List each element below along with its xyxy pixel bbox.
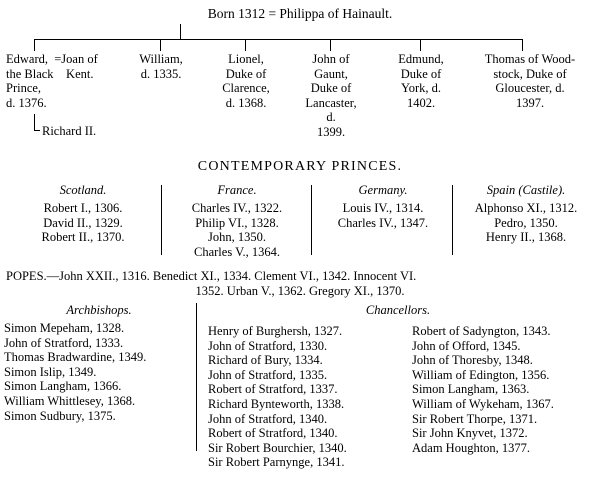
princes-entry: John, 1350.: [208, 230, 266, 244]
tree-node-william: [130, 52, 192, 81]
princes-column-entries: [456, 201, 596, 245]
popes-line-1: POPES.—John XXII., 1316. Benedict XI., 1334. Clement VI., 1342. Innocent VI.: [6, 269, 417, 283]
tree-node-line: d. 1368.: [225, 95, 267, 110]
chancellors-list-right: [412, 324, 600, 455]
princes-column-heading: Spain (Castile).: [486, 183, 566, 197]
princes-entry: Alphonso XI., 1312.: [474, 201, 578, 215]
tree-node-edmund: [388, 52, 454, 110]
tree-node-lionel: [212, 52, 280, 110]
list-item: John of Thoresby, 1348.: [412, 353, 533, 368]
list-item: Robert of Stratford, 1340.: [208, 426, 338, 441]
list-item: Richard Bynteworth, 1338.: [208, 396, 345, 411]
archbishops-column: [4, 303, 194, 423]
list-item: Robert of Stratford, 1337.: [208, 382, 338, 397]
tree-connector-drop-2: [160, 39, 161, 51]
list-item: Sir Robert Parnynge, 1341.: [208, 455, 345, 470]
list-item: John of Stratford, 1330.: [208, 338, 328, 353]
list-item: John of Offord, 1345.: [412, 338, 521, 353]
princes-entry: Charles IV., 1347.: [337, 215, 429, 230]
tree-node-line: Gaunt,: [314, 66, 348, 81]
tree-node-line: York, d.: [400, 81, 442, 95]
tree-node-edward-black-prince: [6, 52, 126, 110]
chancellors-heading: Chancellors.: [365, 303, 431, 317]
tree-connector-richard: [34, 114, 35, 130]
list-item: Henry of Burghersh, 1327.: [208, 324, 343, 338]
tree-node-line: 1397.: [515, 95, 545, 110]
archbishops-heading: Archbishops.: [66, 303, 132, 317]
tree-node-line: Richard II.: [42, 124, 97, 138]
list-item: John of Stratford, 1335.: [208, 367, 328, 382]
princes-column-heading: France.: [217, 183, 257, 197]
family-tree: [0, 0, 600, 155]
list-item: Sir Robert Bourchier, 1340.: [208, 440, 347, 455]
tree-node-line: the Black Kent.: [6, 66, 94, 81]
tree-node-line: 1399.: [316, 124, 346, 139]
princes-column-france: [166, 183, 308, 259]
list-item: William Whittlesey, 1368.: [4, 393, 136, 408]
tree-node-line: Duke of: [225, 66, 267, 81]
princes-entry: Charles V., 1364.: [194, 244, 280, 259]
princes-column-entries: [166, 201, 308, 259]
list-item: Simon Langham, 1366.: [4, 379, 122, 394]
contemporary-princes: [0, 183, 600, 267]
tree-node-john-of-gaunt: [296, 52, 366, 139]
chancellors-column: [200, 303, 596, 470]
princes-entry: Robert I., 1306.: [43, 201, 123, 215]
list-item: Simon Sudbury, 1375.: [4, 408, 116, 423]
list-item: John of Stratford, 1333.: [4, 335, 124, 350]
tree-connector-richard-elbow: [34, 130, 40, 131]
tree-node-richard-ii: [42, 124, 152, 139]
princes-divider-1: [161, 185, 162, 255]
tree-node-line: William,: [139, 52, 183, 66]
tree-node-line: Gloucester, d.: [495, 81, 565, 95]
chancellors-list-left: [208, 324, 408, 470]
princes-entry: Pedro, 1350.: [494, 215, 558, 230]
tree-connector-drop-1: [34, 39, 35, 51]
tree-connector-drop-6: [522, 39, 523, 51]
tree-node-thomas-of-woodstock: [466, 52, 594, 110]
princes-entry: Charles IV., 1322.: [191, 201, 283, 215]
tree-root-label: Born 1312 = Philippa of Hainault.: [207, 6, 393, 21]
princes-entry: Philip VI., 1328.: [195, 215, 279, 230]
tree-node-line: Lancaster,: [305, 95, 357, 110]
tree-node-line: Clarence,: [222, 81, 270, 95]
tree-node-line: Duke of: [400, 66, 442, 81]
princes-divider-3: [452, 185, 453, 255]
tree-node-line: Prince,: [6, 81, 42, 95]
princes-entry: Robert II., 1370.: [41, 230, 125, 244]
tree-node-line: stock, Duke of: [493, 66, 567, 81]
list-item: John of Stratford, 1340.: [208, 411, 328, 426]
list-item: Sir Robert Thorpe, 1371.: [412, 411, 538, 426]
list-item: Thomas Bradwardine, 1349.: [4, 350, 147, 365]
contemporary-princes-title: CONTEMPORARY PRINCES.: [197, 159, 403, 174]
princes-entry: Louis IV., 1314.: [342, 201, 424, 215]
princes-entry: David II., 1329.: [43, 215, 123, 230]
tree-connector-horizontal: [34, 39, 522, 40]
tree-connector-root-stem: [180, 24, 181, 39]
officials-divider: [196, 303, 197, 451]
officials-section: [0, 303, 600, 470]
popes-line-2: 1352. Urban V., 1362. Gregory XI., 1370.: [195, 284, 405, 298]
list-item: William of Edington, 1356.: [412, 367, 550, 382]
list-item: Sir John Knyvet, 1372.: [412, 426, 528, 441]
tree-node-line: Duke of: [310, 81, 352, 95]
tree-node-line: d.: [326, 110, 336, 124]
tree-node-line: John of: [312, 52, 350, 66]
princes-column-entries: [8, 201, 158, 245]
popes-section: [0, 269, 600, 303]
tree-node-line: Thomas of Wood-: [484, 52, 576, 66]
archbishops-list: [4, 321, 194, 423]
list-item: Simon Mepeham, 1328.: [4, 321, 125, 335]
princes-column-germany: [316, 183, 450, 230]
tree-node-line: Lionel,: [228, 52, 264, 66]
tree-connector-drop-4: [330, 39, 331, 51]
princes-column-heading: Scotland.: [59, 183, 107, 197]
tree-node-line: d. 1335.: [140, 66, 182, 81]
tree-connector-drop-3: [245, 39, 246, 51]
tree-node-line: 1402.: [406, 95, 436, 110]
tree-node-line: d. 1376.: [6, 95, 47, 110]
princes-column-heading: Germany.: [358, 183, 408, 197]
tree-node-line: Edward, =Joan of: [6, 52, 98, 66]
list-item: Adam Houghton, 1377.: [412, 440, 531, 455]
list-item: Richard of Bury, 1334.: [208, 353, 323, 368]
tree-node-line: Edmund,: [398, 52, 444, 66]
princes-divider-2: [311, 185, 312, 255]
list-item: Robert of Sadyngton, 1343.: [412, 324, 551, 338]
princes-column-entries: [316, 201, 450, 230]
princes-entry: Henry II., 1368.: [485, 230, 567, 244]
list-item: Simon Langham, 1363.: [412, 382, 530, 397]
list-item: William of Wykeham, 1367.: [412, 396, 554, 411]
princes-column-scotland: [8, 183, 158, 245]
tree-connector-drop-5: [420, 39, 421, 51]
list-item: Simon Islip, 1349.: [4, 364, 97, 379]
princes-column-spain: [456, 183, 596, 245]
